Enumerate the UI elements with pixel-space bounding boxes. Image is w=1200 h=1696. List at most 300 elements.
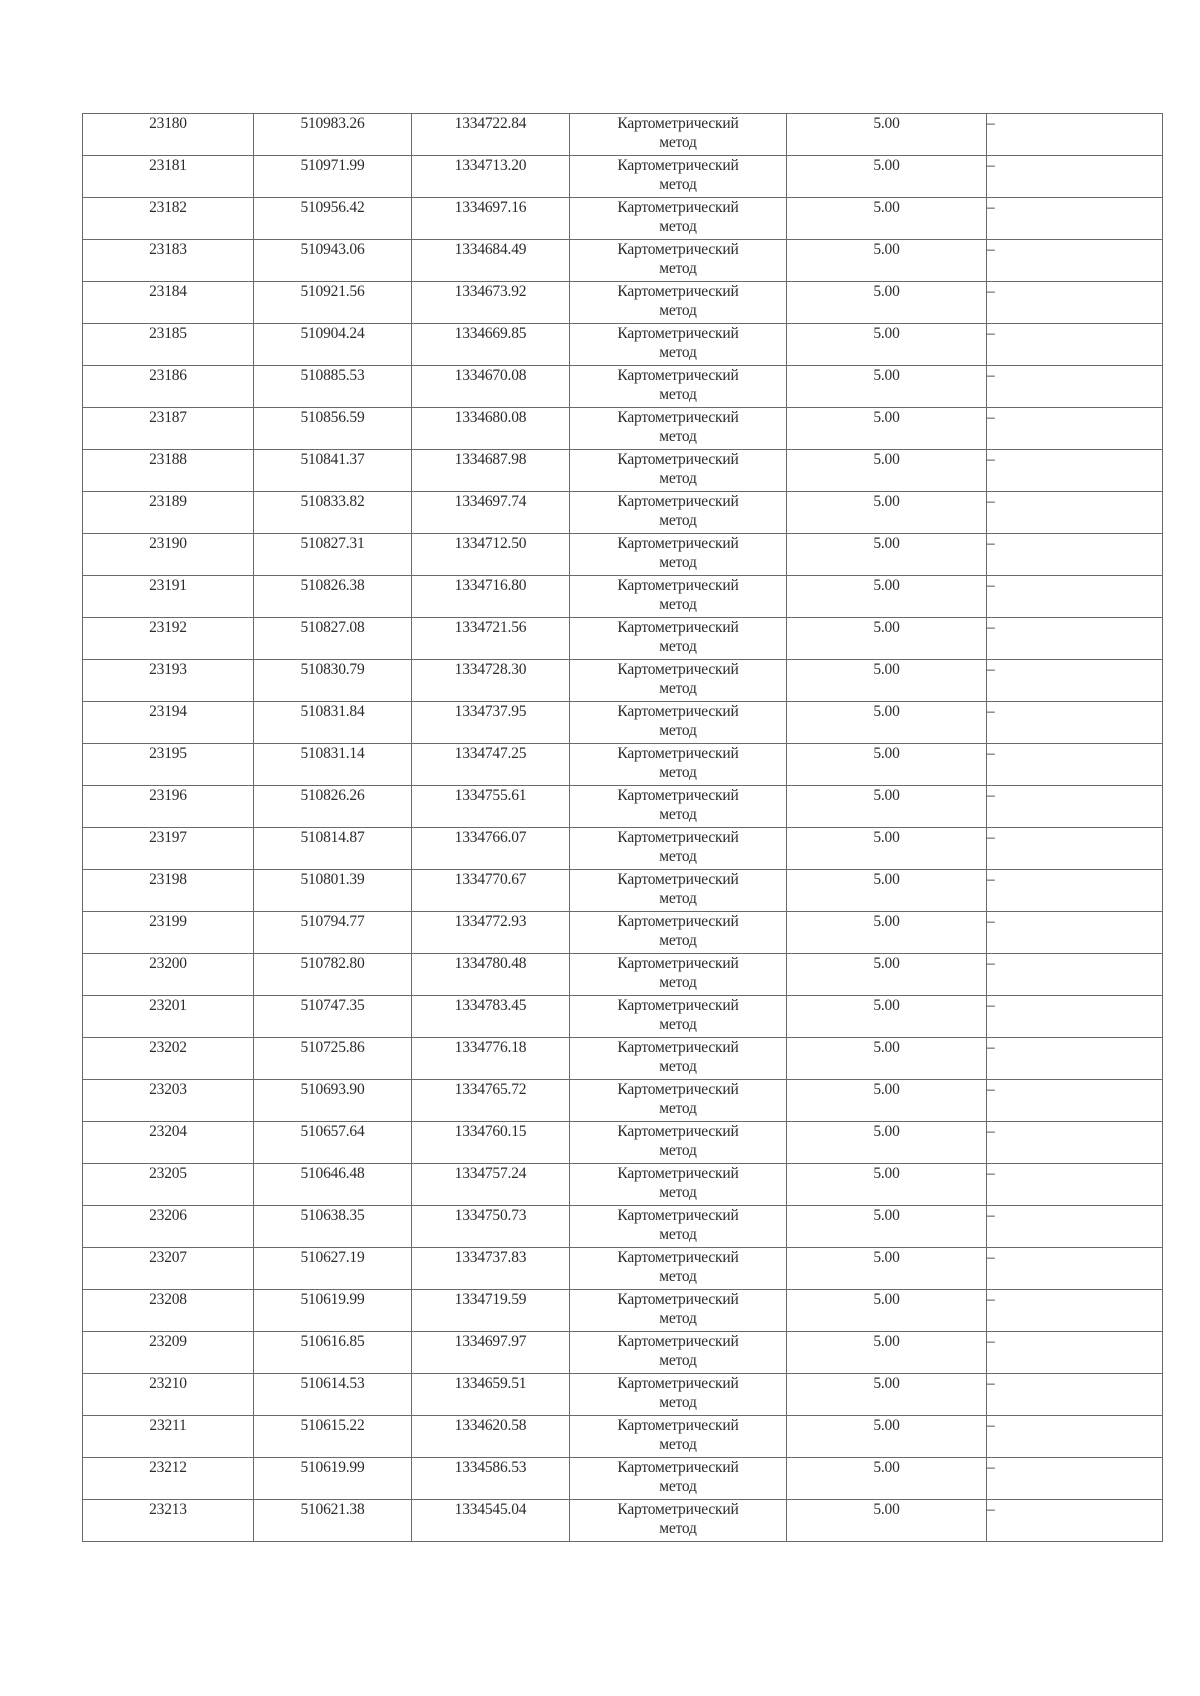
- table-row: [83, 996, 1163, 1038]
- description-cell: –: [987, 492, 1163, 534]
- accuracy-cell: 5.00: [787, 366, 987, 408]
- accuracy-cell: 5.00: [787, 996, 987, 1038]
- x-coordinate-cell: 510646.48: [254, 1164, 412, 1206]
- method-cell: [570, 828, 787, 870]
- method-line-2: метод: [659, 554, 697, 571]
- table-row: [83, 1332, 1163, 1374]
- table-row: [83, 1038, 1163, 1080]
- description-cell: –: [987, 1164, 1163, 1206]
- table-row: [83, 156, 1163, 198]
- description-cell: –: [987, 1416, 1163, 1458]
- method-cell: [570, 702, 787, 744]
- method-line-2: метод: [659, 260, 697, 277]
- accuracy-cell: 5.00: [787, 1038, 987, 1080]
- x-coordinate-cell: 510725.86: [254, 1038, 412, 1080]
- accuracy-cell: 5.00: [787, 1080, 987, 1122]
- method-cell: [570, 1164, 787, 1206]
- method-line-1: Картометрический: [617, 871, 739, 888]
- method-line-1: Картометрический: [617, 157, 739, 174]
- x-coordinate-cell: 510971.99: [254, 156, 412, 198]
- description-cell: –: [987, 744, 1163, 786]
- method-line-1: Картометрический: [617, 241, 739, 258]
- y-coordinate-cell: 1334783.45: [412, 996, 570, 1038]
- y-coordinate-cell: 1334737.83: [412, 1248, 570, 1290]
- method-cell: [570, 282, 787, 324]
- method-cell: [570, 408, 787, 450]
- accuracy-cell: 5.00: [787, 1122, 987, 1164]
- accuracy-cell: 5.00: [787, 1458, 987, 1500]
- y-coordinate-cell: 1334737.95: [412, 702, 570, 744]
- point-number-cell: 23193: [83, 660, 254, 702]
- y-coordinate-cell: 1334760.15: [412, 1122, 570, 1164]
- x-coordinate-cell: 510616.85: [254, 1332, 412, 1374]
- table-row: [83, 912, 1163, 954]
- table-row: [83, 1374, 1163, 1416]
- x-coordinate-cell: 510983.26: [254, 114, 412, 156]
- y-coordinate-cell: 1334713.20: [412, 156, 570, 198]
- method-line-2: метод: [659, 596, 697, 613]
- point-number-cell: 23186: [83, 366, 254, 408]
- y-coordinate-cell: 1334728.30: [412, 660, 570, 702]
- description-cell: –: [987, 1500, 1163, 1542]
- x-coordinate-cell: 510921.56: [254, 282, 412, 324]
- point-number-cell: 23202: [83, 1038, 254, 1080]
- method-cell: [570, 1458, 787, 1500]
- description-cell: –: [987, 1458, 1163, 1500]
- point-number-cell: 23185: [83, 324, 254, 366]
- accuracy-cell: 5.00: [787, 114, 987, 156]
- point-number-cell: 23194: [83, 702, 254, 744]
- method-cell: [570, 954, 787, 996]
- x-coordinate-cell: 510638.35: [254, 1206, 412, 1248]
- x-coordinate-cell: 510956.42: [254, 198, 412, 240]
- method-line-1: Картометрический: [617, 1207, 739, 1224]
- accuracy-cell: 5.00: [787, 1206, 987, 1248]
- method-line-1: Картометрический: [617, 535, 739, 552]
- point-number-cell: 23208: [83, 1290, 254, 1332]
- description-cell: –: [987, 576, 1163, 618]
- point-number-cell: 23206: [83, 1206, 254, 1248]
- method-line-1: Картометрический: [617, 1081, 739, 1098]
- table-row: [83, 618, 1163, 660]
- method-line-1: Картометрический: [617, 829, 739, 846]
- point-number-cell: 23212: [83, 1458, 254, 1500]
- point-number-cell: 23196: [83, 786, 254, 828]
- description-cell: –: [987, 870, 1163, 912]
- accuracy-cell: 5.00: [787, 240, 987, 282]
- description-cell: –: [987, 660, 1163, 702]
- x-coordinate-cell: 510830.79: [254, 660, 412, 702]
- method-cell: [570, 1332, 787, 1374]
- method-line-1: Картометрический: [617, 283, 739, 300]
- y-coordinate-cell: 1334586.53: [412, 1458, 570, 1500]
- method-line-2: метод: [659, 848, 697, 865]
- table-row: [83, 1248, 1163, 1290]
- table-row: [83, 1416, 1163, 1458]
- accuracy-cell: 5.00: [787, 870, 987, 912]
- coordinates-table: [82, 113, 1163, 1542]
- x-coordinate-cell: 510621.38: [254, 1500, 412, 1542]
- method-line-1: Картометрический: [617, 577, 739, 594]
- x-coordinate-cell: 510827.31: [254, 534, 412, 576]
- y-coordinate-cell: 1334772.93: [412, 912, 570, 954]
- x-coordinate-cell: 510826.38: [254, 576, 412, 618]
- description-cell: –: [987, 282, 1163, 324]
- point-number-cell: 23201: [83, 996, 254, 1038]
- point-number-cell: 23180: [83, 114, 254, 156]
- description-cell: –: [987, 1290, 1163, 1332]
- x-coordinate-cell: 510841.37: [254, 450, 412, 492]
- accuracy-cell: 5.00: [787, 450, 987, 492]
- description-cell: –: [987, 1038, 1163, 1080]
- accuracy-cell: 5.00: [787, 1164, 987, 1206]
- table-row: [83, 1080, 1163, 1122]
- description-cell: –: [987, 450, 1163, 492]
- y-coordinate-cell: 1334721.56: [412, 618, 570, 660]
- accuracy-cell: 5.00: [787, 1290, 987, 1332]
- x-coordinate-cell: 510885.53: [254, 366, 412, 408]
- method-line-1: Картометрический: [617, 1123, 739, 1140]
- table-row: [83, 1164, 1163, 1206]
- method-line-2: метод: [659, 1394, 697, 1411]
- method-line-1: Картометрический: [617, 493, 739, 510]
- description-cell: –: [987, 408, 1163, 450]
- method-line-1: Картометрический: [617, 1165, 739, 1182]
- method-line-2: метод: [659, 302, 697, 319]
- table-row: [83, 744, 1163, 786]
- method-cell: [570, 870, 787, 912]
- point-number-cell: 23209: [83, 1332, 254, 1374]
- description-cell: –: [987, 702, 1163, 744]
- method-line-2: метод: [659, 932, 697, 949]
- method-line-2: метод: [659, 1016, 697, 1033]
- description-cell: –: [987, 156, 1163, 198]
- method-cell: [570, 366, 787, 408]
- x-coordinate-cell: 510619.99: [254, 1458, 412, 1500]
- method-cell: [570, 912, 787, 954]
- method-line-2: метод: [659, 722, 697, 739]
- table-row: [83, 828, 1163, 870]
- method-line-1: Картометрический: [617, 1375, 739, 1392]
- point-number-cell: 23183: [83, 240, 254, 282]
- method-line-2: метод: [659, 386, 697, 403]
- table-row: [83, 870, 1163, 912]
- point-number-cell: 23203: [83, 1080, 254, 1122]
- y-coordinate-cell: 1334755.61: [412, 786, 570, 828]
- point-number-cell: 23189: [83, 492, 254, 534]
- description-cell: –: [987, 324, 1163, 366]
- method-cell: [570, 786, 787, 828]
- point-number-cell: 23200: [83, 954, 254, 996]
- method-cell: [570, 1248, 787, 1290]
- table-row: [83, 1290, 1163, 1332]
- description-cell: –: [987, 1080, 1163, 1122]
- method-line-2: метод: [659, 1352, 697, 1369]
- x-coordinate-cell: 510747.35: [254, 996, 412, 1038]
- y-coordinate-cell: 1334680.08: [412, 408, 570, 450]
- method-line-1: Картометрический: [617, 451, 739, 468]
- description-cell: –: [987, 198, 1163, 240]
- method-line-1: Картометрический: [617, 1249, 739, 1266]
- x-coordinate-cell: 510782.80: [254, 954, 412, 996]
- method-line-1: Картометрический: [617, 367, 739, 384]
- method-line-1: Картометрический: [617, 997, 739, 1014]
- method-line-1: Картометрический: [617, 619, 739, 636]
- accuracy-cell: 5.00: [787, 660, 987, 702]
- point-number-cell: 23211: [83, 1416, 254, 1458]
- description-cell: –: [987, 1332, 1163, 1374]
- table-row: [83, 282, 1163, 324]
- y-coordinate-cell: 1334766.07: [412, 828, 570, 870]
- method-line-2: метод: [659, 218, 697, 235]
- method-cell: [570, 576, 787, 618]
- accuracy-cell: 5.00: [787, 786, 987, 828]
- method-line-2: метод: [659, 344, 697, 361]
- method-cell: [570, 1080, 787, 1122]
- method-cell: [570, 1206, 787, 1248]
- method-cell: [570, 1500, 787, 1542]
- table-row: [83, 198, 1163, 240]
- method-cell: [570, 198, 787, 240]
- point-number-cell: 23190: [83, 534, 254, 576]
- y-coordinate-cell: 1334780.48: [412, 954, 570, 996]
- accuracy-cell: 5.00: [787, 1332, 987, 1374]
- y-coordinate-cell: 1334620.58: [412, 1416, 570, 1458]
- method-cell: [570, 996, 787, 1038]
- table-row: [83, 1206, 1163, 1248]
- table-row: [83, 240, 1163, 282]
- x-coordinate-cell: 510831.84: [254, 702, 412, 744]
- table-row: [83, 702, 1163, 744]
- method-line-2: метод: [659, 1226, 697, 1243]
- y-coordinate-cell: 1334722.84: [412, 114, 570, 156]
- x-coordinate-cell: 510627.19: [254, 1248, 412, 1290]
- description-cell: –: [987, 1122, 1163, 1164]
- point-number-cell: 23213: [83, 1500, 254, 1542]
- accuracy-cell: 5.00: [787, 576, 987, 618]
- point-number-cell: 23195: [83, 744, 254, 786]
- description-cell: –: [987, 912, 1163, 954]
- description-cell: –: [987, 828, 1163, 870]
- x-coordinate-cell: 510943.06: [254, 240, 412, 282]
- method-line-1: Картометрический: [617, 199, 739, 216]
- accuracy-cell: 5.00: [787, 408, 987, 450]
- method-line-2: метод: [659, 512, 697, 529]
- table-row: [83, 1500, 1163, 1542]
- method-line-2: метод: [659, 680, 697, 697]
- method-line-2: метод: [659, 1310, 697, 1327]
- method-line-2: метод: [659, 638, 697, 655]
- method-line-2: метод: [659, 1184, 697, 1201]
- point-number-cell: 23207: [83, 1248, 254, 1290]
- method-line-1: Картометрический: [617, 703, 739, 720]
- method-line-2: метод: [659, 134, 697, 151]
- y-coordinate-cell: 1334750.73: [412, 1206, 570, 1248]
- method-line-1: Картометрический: [617, 409, 739, 426]
- method-line-1: Картометрический: [617, 1417, 739, 1434]
- method-cell: [570, 1416, 787, 1458]
- method-cell: [570, 450, 787, 492]
- table-row: [83, 786, 1163, 828]
- method-cell: [570, 1290, 787, 1332]
- description-cell: –: [987, 366, 1163, 408]
- x-coordinate-cell: 510614.53: [254, 1374, 412, 1416]
- accuracy-cell: 5.00: [787, 1416, 987, 1458]
- description-cell: –: [987, 1248, 1163, 1290]
- description-cell: –: [987, 954, 1163, 996]
- y-coordinate-cell: 1334770.67: [412, 870, 570, 912]
- accuracy-cell: 5.00: [787, 324, 987, 366]
- accuracy-cell: 5.00: [787, 1374, 987, 1416]
- accuracy-cell: 5.00: [787, 744, 987, 786]
- table-row: [83, 492, 1163, 534]
- method-cell: [570, 618, 787, 660]
- table-row: [83, 324, 1163, 366]
- x-coordinate-cell: 510856.59: [254, 408, 412, 450]
- method-line-2: метод: [659, 470, 697, 487]
- table-row: [83, 450, 1163, 492]
- table-row: [83, 1458, 1163, 1500]
- method-cell: [570, 1122, 787, 1164]
- description-cell: –: [987, 1374, 1163, 1416]
- description-cell: –: [987, 240, 1163, 282]
- method-cell: [570, 492, 787, 534]
- accuracy-cell: 5.00: [787, 954, 987, 996]
- description-cell: –: [987, 1206, 1163, 1248]
- y-coordinate-cell: 1334747.25: [412, 744, 570, 786]
- method-line-2: метод: [659, 1268, 697, 1285]
- method-cell: [570, 660, 787, 702]
- table-row: [83, 114, 1163, 156]
- method-line-2: метод: [659, 1520, 697, 1537]
- method-line-1: Картометрический: [617, 745, 739, 762]
- accuracy-cell: 5.00: [787, 1500, 987, 1542]
- method-cell: [570, 534, 787, 576]
- table-row: [83, 534, 1163, 576]
- point-number-cell: 23210: [83, 1374, 254, 1416]
- method-line-2: метод: [659, 176, 697, 193]
- x-coordinate-cell: 510693.90: [254, 1080, 412, 1122]
- method-cell: [570, 744, 787, 786]
- point-number-cell: 23199: [83, 912, 254, 954]
- method-line-2: метод: [659, 1478, 697, 1495]
- y-coordinate-cell: 1334684.49: [412, 240, 570, 282]
- method-line-2: метод: [659, 806, 697, 823]
- point-number-cell: 23181: [83, 156, 254, 198]
- method-line-1: Картометрический: [617, 787, 739, 804]
- point-number-cell: 23192: [83, 618, 254, 660]
- y-coordinate-cell: 1334670.08: [412, 366, 570, 408]
- point-number-cell: 23205: [83, 1164, 254, 1206]
- x-coordinate-cell: 510801.39: [254, 870, 412, 912]
- x-coordinate-cell: 510827.08: [254, 618, 412, 660]
- point-number-cell: 23184: [83, 282, 254, 324]
- x-coordinate-cell: 510615.22: [254, 1416, 412, 1458]
- accuracy-cell: 5.00: [787, 198, 987, 240]
- accuracy-cell: 5.00: [787, 702, 987, 744]
- y-coordinate-cell: 1334669.85: [412, 324, 570, 366]
- y-coordinate-cell: 1334712.50: [412, 534, 570, 576]
- method-line-2: метод: [659, 1100, 697, 1117]
- accuracy-cell: 5.00: [787, 1248, 987, 1290]
- table-row: [83, 660, 1163, 702]
- method-cell: [570, 240, 787, 282]
- method-line-1: Картометрический: [617, 1459, 739, 1476]
- method-line-2: метод: [659, 428, 697, 445]
- x-coordinate-cell: 510831.14: [254, 744, 412, 786]
- coordinates-table-body: [83, 114, 1163, 1542]
- method-line-1: Картометрический: [617, 1333, 739, 1350]
- point-number-cell: 23197: [83, 828, 254, 870]
- x-coordinate-cell: 510826.26: [254, 786, 412, 828]
- y-coordinate-cell: 1334697.74: [412, 492, 570, 534]
- point-number-cell: 23188: [83, 450, 254, 492]
- x-coordinate-cell: 510657.64: [254, 1122, 412, 1164]
- method-line-2: метод: [659, 764, 697, 781]
- point-number-cell: 23182: [83, 198, 254, 240]
- y-coordinate-cell: 1334757.24: [412, 1164, 570, 1206]
- x-coordinate-cell: 510619.99: [254, 1290, 412, 1332]
- description-cell: –: [987, 786, 1163, 828]
- x-coordinate-cell: 510904.24: [254, 324, 412, 366]
- method-line-1: Картометрический: [617, 115, 739, 132]
- x-coordinate-cell: 510833.82: [254, 492, 412, 534]
- description-cell: –: [987, 618, 1163, 660]
- method-line-2: метод: [659, 890, 697, 907]
- description-cell: –: [987, 996, 1163, 1038]
- point-number-cell: 23204: [83, 1122, 254, 1164]
- method-line-1: Картометрический: [617, 913, 739, 930]
- point-number-cell: 23191: [83, 576, 254, 618]
- method-line-1: Картометрический: [617, 1039, 739, 1056]
- description-cell: –: [987, 114, 1163, 156]
- accuracy-cell: 5.00: [787, 282, 987, 324]
- accuracy-cell: 5.00: [787, 156, 987, 198]
- y-coordinate-cell: 1334719.59: [412, 1290, 570, 1332]
- method-line-2: метод: [659, 1142, 697, 1159]
- y-coordinate-cell: 1334716.80: [412, 576, 570, 618]
- table-row: [83, 954, 1163, 996]
- method-line-1: Картометрический: [617, 661, 739, 678]
- method-line-1: Картометрический: [617, 325, 739, 342]
- table-row: [83, 366, 1163, 408]
- method-cell: [570, 1038, 787, 1080]
- table-row: [83, 1122, 1163, 1164]
- accuracy-cell: 5.00: [787, 618, 987, 660]
- method-cell: [570, 114, 787, 156]
- x-coordinate-cell: 510794.77: [254, 912, 412, 954]
- accuracy-cell: 5.00: [787, 912, 987, 954]
- method-line-1: Картометрический: [617, 1501, 739, 1518]
- y-coordinate-cell: 1334659.51: [412, 1374, 570, 1416]
- method-cell: [570, 1374, 787, 1416]
- method-line-2: метод: [659, 974, 697, 991]
- y-coordinate-cell: 1334697.97: [412, 1332, 570, 1374]
- accuracy-cell: 5.00: [787, 534, 987, 576]
- y-coordinate-cell: 1334765.72: [412, 1080, 570, 1122]
- accuracy-cell: 5.00: [787, 828, 987, 870]
- method-line-2: метод: [659, 1436, 697, 1453]
- method-line-1: Картометрический: [617, 1291, 739, 1308]
- method-line-1: Картометрический: [617, 955, 739, 972]
- y-coordinate-cell: 1334545.04: [412, 1500, 570, 1542]
- description-cell: –: [987, 534, 1163, 576]
- x-coordinate-cell: 510814.87: [254, 828, 412, 870]
- table-row: [83, 576, 1163, 618]
- y-coordinate-cell: 1334776.18: [412, 1038, 570, 1080]
- point-number-cell: 23187: [83, 408, 254, 450]
- table-row: [83, 408, 1163, 450]
